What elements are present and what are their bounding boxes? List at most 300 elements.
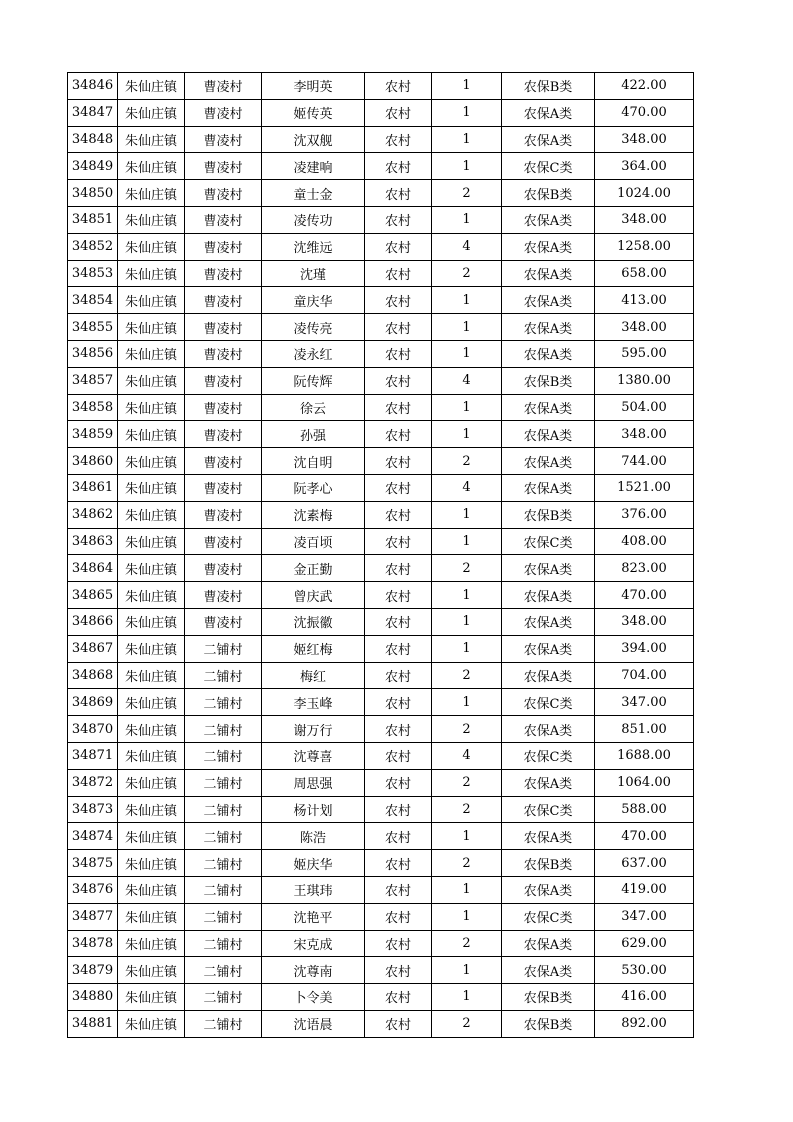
table-row xyxy=(68,206,694,233)
amount-cell: 504.00 xyxy=(595,394,694,421)
amount-cell: 744.00 xyxy=(595,448,694,475)
table-row xyxy=(68,153,694,180)
amount-cell: 851.00 xyxy=(595,716,694,743)
record-id-cell: 34863 xyxy=(68,528,118,555)
record-id-cell: 34861 xyxy=(68,474,118,501)
insurance-category-cell: 农保B类 xyxy=(502,850,595,877)
record-id-cell: 34857 xyxy=(68,367,118,394)
household-size-cell: 1 xyxy=(432,99,502,126)
household-size-cell: 2 xyxy=(432,448,502,475)
record-id-cell: 34870 xyxy=(68,716,118,743)
amount-cell: 394.00 xyxy=(595,635,694,662)
amount-cell: 637.00 xyxy=(595,850,694,877)
name-cell: 陈浩 xyxy=(262,823,365,850)
insurance-category-cell: 农保C类 xyxy=(502,742,595,769)
town-cell: 朱仙庄镇 xyxy=(118,501,185,528)
record-id-cell: 34849 xyxy=(68,153,118,180)
amount-cell: 629.00 xyxy=(595,930,694,957)
village-cell: 曹凌村 xyxy=(185,206,262,233)
town-cell: 朱仙庄镇 xyxy=(118,957,185,984)
record-id-cell: 34853 xyxy=(68,260,118,287)
town-cell: 朱仙庄镇 xyxy=(118,930,185,957)
name-cell: 李明英 xyxy=(262,73,365,100)
insurance-category-cell: 农保A类 xyxy=(502,769,595,796)
village-cell: 曹凌村 xyxy=(185,555,262,582)
household-size-cell: 4 xyxy=(432,233,502,260)
household-size-cell: 1 xyxy=(432,126,502,153)
area-type-cell: 农村 xyxy=(365,823,432,850)
town-cell: 朱仙庄镇 xyxy=(118,823,185,850)
amount-cell: 1258.00 xyxy=(595,233,694,260)
name-cell: 凌传亮 xyxy=(262,314,365,341)
area-type-cell: 农村 xyxy=(365,769,432,796)
amount-cell: 530.00 xyxy=(595,957,694,984)
record-id-cell: 34850 xyxy=(68,180,118,207)
table-row xyxy=(68,421,694,448)
village-cell: 二铺村 xyxy=(185,769,262,796)
town-cell: 朱仙庄镇 xyxy=(118,876,185,903)
record-id-cell: 34866 xyxy=(68,608,118,635)
record-id-cell: 34869 xyxy=(68,689,118,716)
area-type-cell: 农村 xyxy=(365,716,432,743)
insurance-category-cell: 农保A类 xyxy=(502,876,595,903)
household-size-cell: 2 xyxy=(432,180,502,207)
insurance-category-cell: 农保B类 xyxy=(502,73,595,100)
village-cell: 二铺村 xyxy=(185,689,262,716)
household-size-cell: 4 xyxy=(432,367,502,394)
table-row xyxy=(68,501,694,528)
table-row xyxy=(68,340,694,367)
town-cell: 朱仙庄镇 xyxy=(118,340,185,367)
table-row xyxy=(68,233,694,260)
amount-cell: 348.00 xyxy=(595,608,694,635)
household-size-cell: 1 xyxy=(432,73,502,100)
record-id-cell: 34859 xyxy=(68,421,118,448)
name-cell: 童庆华 xyxy=(262,287,365,314)
record-id-cell: 34854 xyxy=(68,287,118,314)
area-type-cell: 农村 xyxy=(365,608,432,635)
amount-cell: 419.00 xyxy=(595,876,694,903)
village-cell: 二铺村 xyxy=(185,635,262,662)
insurance-category-cell: 农保A类 xyxy=(502,394,595,421)
name-cell: 沈振徽 xyxy=(262,608,365,635)
insurance-category-cell: 农保A类 xyxy=(502,957,595,984)
insurance-category-cell: 农保A类 xyxy=(502,555,595,582)
table-row xyxy=(68,850,694,877)
household-size-cell: 1 xyxy=(432,823,502,850)
village-cell: 曹凌村 xyxy=(185,367,262,394)
name-cell: 谢万行 xyxy=(262,716,365,743)
town-cell: 朱仙庄镇 xyxy=(118,73,185,100)
name-cell: 凌建响 xyxy=(262,153,365,180)
name-cell: 姬传英 xyxy=(262,99,365,126)
table-row xyxy=(68,635,694,662)
household-size-cell: 1 xyxy=(432,206,502,233)
area-type-cell: 农村 xyxy=(365,930,432,957)
insurance-category-cell: 农保A类 xyxy=(502,314,595,341)
record-id-cell: 34862 xyxy=(68,501,118,528)
village-cell: 曹凌村 xyxy=(185,501,262,528)
town-cell: 朱仙庄镇 xyxy=(118,903,185,930)
insurance-category-cell: 农保A类 xyxy=(502,930,595,957)
record-id-cell: 34851 xyxy=(68,206,118,233)
town-cell: 朱仙庄镇 xyxy=(118,742,185,769)
insurance-category-cell: 农保A类 xyxy=(502,474,595,501)
area-type-cell: 农村 xyxy=(365,206,432,233)
area-type-cell: 农村 xyxy=(365,367,432,394)
table-row xyxy=(68,180,694,207)
table-row xyxy=(68,582,694,609)
village-cell: 二铺村 xyxy=(185,930,262,957)
village-cell: 二铺村 xyxy=(185,984,262,1011)
town-cell: 朱仙庄镇 xyxy=(118,850,185,877)
town-cell: 朱仙庄镇 xyxy=(118,635,185,662)
name-cell: 沈尊喜 xyxy=(262,742,365,769)
name-cell: 沈瑾 xyxy=(262,260,365,287)
insurance-category-cell: 农保A类 xyxy=(502,608,595,635)
record-id-cell: 34881 xyxy=(68,1010,118,1037)
record-id-cell: 34878 xyxy=(68,930,118,957)
record-id-cell: 34846 xyxy=(68,73,118,100)
town-cell: 朱仙庄镇 xyxy=(118,984,185,1011)
town-cell: 朱仙庄镇 xyxy=(118,608,185,635)
name-cell: 童士金 xyxy=(262,180,365,207)
household-size-cell: 1 xyxy=(432,287,502,314)
area-type-cell: 农村 xyxy=(365,662,432,689)
record-id-cell: 34872 xyxy=(68,769,118,796)
area-type-cell: 农村 xyxy=(365,876,432,903)
insurance-category-cell: 农保A类 xyxy=(502,206,595,233)
village-cell: 二铺村 xyxy=(185,742,262,769)
insurance-category-cell: 农保C类 xyxy=(502,796,595,823)
village-cell: 二铺村 xyxy=(185,662,262,689)
name-cell: 阮孝心 xyxy=(262,474,365,501)
table-row xyxy=(68,662,694,689)
table-row xyxy=(68,314,694,341)
village-cell: 曹凌村 xyxy=(185,340,262,367)
name-cell: 金正勤 xyxy=(262,555,365,582)
town-cell: 朱仙庄镇 xyxy=(118,582,185,609)
town-cell: 朱仙庄镇 xyxy=(118,287,185,314)
area-type-cell: 农村 xyxy=(365,448,432,475)
household-size-cell: 2 xyxy=(432,1010,502,1037)
household-size-cell: 1 xyxy=(432,501,502,528)
roster-body xyxy=(68,73,694,1038)
record-id-cell: 34876 xyxy=(68,876,118,903)
area-type-cell: 农村 xyxy=(365,528,432,555)
name-cell: 杨计划 xyxy=(262,796,365,823)
village-cell: 曹凌村 xyxy=(185,608,262,635)
area-type-cell: 农村 xyxy=(365,957,432,984)
area-type-cell: 农村 xyxy=(365,73,432,100)
record-id-cell: 34867 xyxy=(68,635,118,662)
name-cell: 曾庆武 xyxy=(262,582,365,609)
area-type-cell: 农村 xyxy=(365,1010,432,1037)
amount-cell: 892.00 xyxy=(595,1010,694,1037)
village-cell: 曹凌村 xyxy=(185,582,262,609)
name-cell: 宋克成 xyxy=(262,930,365,957)
insurance-category-cell: 农保A类 xyxy=(502,287,595,314)
table-row xyxy=(68,555,694,582)
village-cell: 曹凌村 xyxy=(185,421,262,448)
record-id-cell: 34852 xyxy=(68,233,118,260)
town-cell: 朱仙庄镇 xyxy=(118,528,185,555)
record-id-cell: 34875 xyxy=(68,850,118,877)
household-size-cell: 1 xyxy=(432,340,502,367)
amount-cell: 704.00 xyxy=(595,662,694,689)
town-cell: 朱仙庄镇 xyxy=(118,126,185,153)
record-id-cell: 34874 xyxy=(68,823,118,850)
area-type-cell: 农村 xyxy=(365,287,432,314)
table-row xyxy=(68,528,694,555)
name-cell: 孙强 xyxy=(262,421,365,448)
insurance-category-cell: 农保A类 xyxy=(502,126,595,153)
town-cell: 朱仙庄镇 xyxy=(118,474,185,501)
insurance-category-cell: 农保A类 xyxy=(502,823,595,850)
village-cell: 曹凌村 xyxy=(185,180,262,207)
household-size-cell: 1 xyxy=(432,314,502,341)
insurance-category-cell: 农保C类 xyxy=(502,689,595,716)
household-size-cell: 4 xyxy=(432,742,502,769)
amount-cell: 1064.00 xyxy=(595,769,694,796)
household-size-cell: 1 xyxy=(432,153,502,180)
amount-cell: 588.00 xyxy=(595,796,694,823)
area-type-cell: 农村 xyxy=(365,421,432,448)
amount-cell: 658.00 xyxy=(595,260,694,287)
town-cell: 朱仙庄镇 xyxy=(118,206,185,233)
town-cell: 朱仙庄镇 xyxy=(118,448,185,475)
table-row xyxy=(68,689,694,716)
village-cell: 曹凌村 xyxy=(185,126,262,153)
insurance-category-cell: 农保B类 xyxy=(502,367,595,394)
area-type-cell: 农村 xyxy=(365,394,432,421)
amount-cell: 416.00 xyxy=(595,984,694,1011)
name-cell: 周思强 xyxy=(262,769,365,796)
name-cell: 沈维远 xyxy=(262,233,365,260)
table-row xyxy=(68,796,694,823)
area-type-cell: 农村 xyxy=(365,474,432,501)
village-cell: 曹凌村 xyxy=(185,314,262,341)
village-cell: 二铺村 xyxy=(185,1010,262,1037)
village-cell: 二铺村 xyxy=(185,957,262,984)
name-cell: 凌百顷 xyxy=(262,528,365,555)
village-cell: 曹凌村 xyxy=(185,287,262,314)
table-row xyxy=(68,769,694,796)
name-cell: 姬庆华 xyxy=(262,850,365,877)
record-id-cell: 34858 xyxy=(68,394,118,421)
household-size-cell: 2 xyxy=(432,930,502,957)
name-cell: 沈语晨 xyxy=(262,1010,365,1037)
amount-cell: 823.00 xyxy=(595,555,694,582)
table-row xyxy=(68,903,694,930)
insurance-category-cell: 农保A类 xyxy=(502,233,595,260)
village-cell: 曹凌村 xyxy=(185,474,262,501)
household-size-cell: 2 xyxy=(432,555,502,582)
insurance-category-cell: 农保A类 xyxy=(502,635,595,662)
village-cell: 二铺村 xyxy=(185,823,262,850)
area-type-cell: 农村 xyxy=(365,555,432,582)
insurance-category-cell: 农保A类 xyxy=(502,99,595,126)
record-id-cell: 34880 xyxy=(68,984,118,1011)
record-id-cell: 34873 xyxy=(68,796,118,823)
amount-cell: 347.00 xyxy=(595,903,694,930)
table-row xyxy=(68,716,694,743)
record-id-cell: 34877 xyxy=(68,903,118,930)
area-type-cell: 农村 xyxy=(365,742,432,769)
household-size-cell: 1 xyxy=(432,689,502,716)
town-cell: 朱仙庄镇 xyxy=(118,716,185,743)
record-id-cell: 34847 xyxy=(68,99,118,126)
area-type-cell: 农村 xyxy=(365,903,432,930)
insurance-category-cell: 农保A类 xyxy=(502,448,595,475)
household-size-cell: 2 xyxy=(432,716,502,743)
name-cell: 凌传功 xyxy=(262,206,365,233)
village-cell: 曹凌村 xyxy=(185,99,262,126)
area-type-cell: 农村 xyxy=(365,501,432,528)
insurance-category-cell: 农保A类 xyxy=(502,716,595,743)
village-cell: 二铺村 xyxy=(185,796,262,823)
town-cell: 朱仙庄镇 xyxy=(118,260,185,287)
insurance-category-cell: 农保B类 xyxy=(502,1010,595,1037)
name-cell: 王琪玮 xyxy=(262,876,365,903)
insurance-category-cell: 农保A类 xyxy=(502,582,595,609)
table-row xyxy=(68,876,694,903)
amount-cell: 348.00 xyxy=(595,314,694,341)
amount-cell: 348.00 xyxy=(595,421,694,448)
town-cell: 朱仙庄镇 xyxy=(118,367,185,394)
town-cell: 朱仙庄镇 xyxy=(118,796,185,823)
amount-cell: 364.00 xyxy=(595,153,694,180)
household-size-cell: 1 xyxy=(432,528,502,555)
table-row xyxy=(68,608,694,635)
table-row xyxy=(68,448,694,475)
amount-cell: 470.00 xyxy=(595,582,694,609)
name-cell: 卜令美 xyxy=(262,984,365,1011)
name-cell: 沈尊南 xyxy=(262,957,365,984)
amount-cell: 1688.00 xyxy=(595,742,694,769)
amount-cell: 348.00 xyxy=(595,206,694,233)
table-row xyxy=(68,394,694,421)
household-size-cell: 1 xyxy=(432,957,502,984)
table-row xyxy=(68,287,694,314)
household-size-cell: 2 xyxy=(432,662,502,689)
name-cell: 凌永红 xyxy=(262,340,365,367)
town-cell: 朱仙庄镇 xyxy=(118,662,185,689)
amount-cell: 422.00 xyxy=(595,73,694,100)
table-row xyxy=(68,126,694,153)
record-id-cell: 34860 xyxy=(68,448,118,475)
household-size-cell: 1 xyxy=(432,394,502,421)
record-id-cell: 34855 xyxy=(68,314,118,341)
area-type-cell: 农村 xyxy=(365,314,432,341)
area-type-cell: 农村 xyxy=(365,126,432,153)
area-type-cell: 农村 xyxy=(365,984,432,1011)
name-cell: 沈素梅 xyxy=(262,501,365,528)
amount-cell: 1521.00 xyxy=(595,474,694,501)
area-type-cell: 农村 xyxy=(365,689,432,716)
table-row xyxy=(68,742,694,769)
insurance-category-cell: 农保C类 xyxy=(502,153,595,180)
area-type-cell: 农村 xyxy=(365,233,432,260)
household-size-cell: 2 xyxy=(432,260,502,287)
household-size-cell: 2 xyxy=(432,796,502,823)
town-cell: 朱仙庄镇 xyxy=(118,233,185,260)
table-row xyxy=(68,367,694,394)
area-type-cell: 农村 xyxy=(365,180,432,207)
household-size-cell: 1 xyxy=(432,608,502,635)
insurance-category-cell: 农保A类 xyxy=(502,421,595,448)
table-row xyxy=(68,73,694,100)
household-size-cell: 2 xyxy=(432,769,502,796)
town-cell: 朱仙庄镇 xyxy=(118,1010,185,1037)
household-size-cell: 1 xyxy=(432,903,502,930)
amount-cell: 376.00 xyxy=(595,501,694,528)
amount-cell: 470.00 xyxy=(595,99,694,126)
table-row xyxy=(68,1010,694,1037)
town-cell: 朱仙庄镇 xyxy=(118,421,185,448)
amount-cell: 413.00 xyxy=(595,287,694,314)
village-cell: 曹凌村 xyxy=(185,153,262,180)
village-cell: 曹凌村 xyxy=(185,233,262,260)
village-cell: 曹凌村 xyxy=(185,73,262,100)
insurance-category-cell: 农保B类 xyxy=(502,984,595,1011)
record-id-cell: 34879 xyxy=(68,957,118,984)
amount-cell: 1380.00 xyxy=(595,367,694,394)
household-size-cell: 1 xyxy=(432,421,502,448)
record-id-cell: 34848 xyxy=(68,126,118,153)
table-row xyxy=(68,823,694,850)
town-cell: 朱仙庄镇 xyxy=(118,314,185,341)
village-cell: 曹凌村 xyxy=(185,394,262,421)
benefit-roster-table xyxy=(67,72,694,1038)
area-type-cell: 农村 xyxy=(365,260,432,287)
record-id-cell: 34864 xyxy=(68,555,118,582)
town-cell: 朱仙庄镇 xyxy=(118,180,185,207)
town-cell: 朱仙庄镇 xyxy=(118,153,185,180)
area-type-cell: 农村 xyxy=(365,850,432,877)
town-cell: 朱仙庄镇 xyxy=(118,689,185,716)
name-cell: 沈自明 xyxy=(262,448,365,475)
insurance-category-cell: 农保C类 xyxy=(502,903,595,930)
amount-cell: 408.00 xyxy=(595,528,694,555)
name-cell: 梅红 xyxy=(262,662,365,689)
town-cell: 朱仙庄镇 xyxy=(118,769,185,796)
area-type-cell: 农村 xyxy=(365,340,432,367)
name-cell: 沈艳平 xyxy=(262,903,365,930)
household-size-cell: 1 xyxy=(432,876,502,903)
insurance-category-cell: 农保A类 xyxy=(502,340,595,367)
household-size-cell: 4 xyxy=(432,474,502,501)
area-type-cell: 农村 xyxy=(365,635,432,662)
name-cell: 阮传辉 xyxy=(262,367,365,394)
amount-cell: 348.00 xyxy=(595,126,694,153)
village-cell: 二铺村 xyxy=(185,716,262,743)
area-type-cell: 农村 xyxy=(365,796,432,823)
name-cell: 李玉峰 xyxy=(262,689,365,716)
area-type-cell: 农村 xyxy=(365,153,432,180)
town-cell: 朱仙庄镇 xyxy=(118,394,185,421)
table-row xyxy=(68,930,694,957)
amount-cell: 347.00 xyxy=(595,689,694,716)
village-cell: 二铺村 xyxy=(185,903,262,930)
name-cell: 姬红梅 xyxy=(262,635,365,662)
amount-cell: 470.00 xyxy=(595,823,694,850)
name-cell: 沈双舰 xyxy=(262,126,365,153)
record-id-cell: 34868 xyxy=(68,662,118,689)
village-cell: 曹凌村 xyxy=(185,448,262,475)
record-id-cell: 34871 xyxy=(68,742,118,769)
name-cell: 徐云 xyxy=(262,394,365,421)
